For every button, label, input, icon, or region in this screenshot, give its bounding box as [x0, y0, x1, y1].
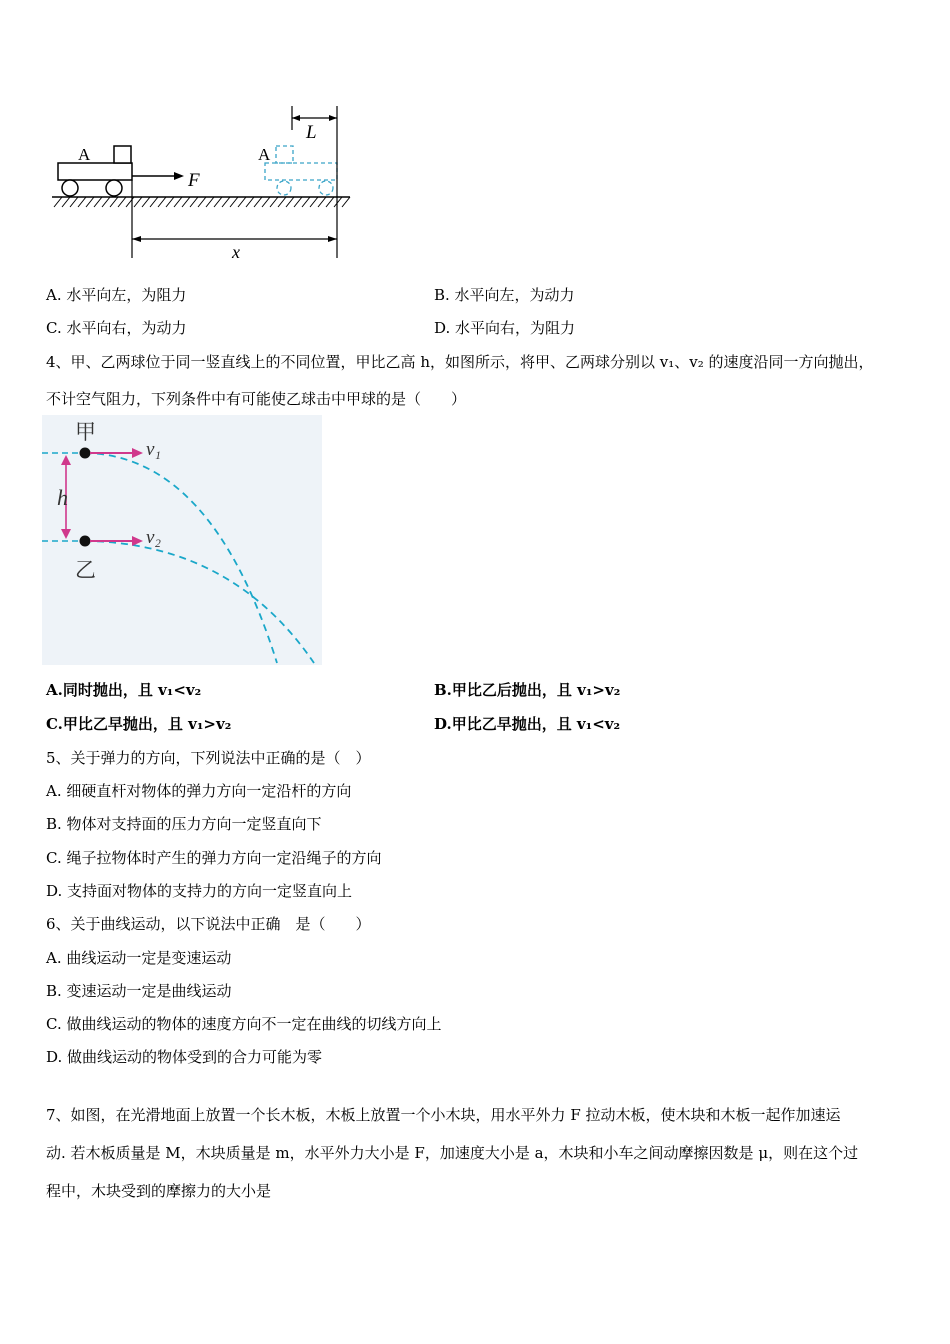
label-block-A: A — [78, 145, 91, 164]
label-block-A-final: A — [258, 145, 271, 164]
q5-option-b: B. 物体对支持面的压力方向一定竖直向下 — [46, 815, 322, 833]
q6-option-c: C. 做曲线运动的物体的速度方向不一定在曲线的切线方向上 — [46, 1015, 442, 1033]
q5-stem: 5、关于弹力的方向，下列说法中正确的是（ ） — [46, 749, 371, 767]
q5-option-a: A. 细硬直杆对物体的弹力方向一定沿杆的方向 — [46, 782, 352, 800]
label-yi: 乙 — [75, 558, 96, 582]
q5-option-c: C. 绳子拉物体时产生的弹力方向一定沿绳子的方向 — [46, 849, 382, 867]
ground-hatch — [54, 197, 350, 207]
q3-option-c: C. 水平向右，为动力 — [46, 319, 187, 337]
label-jia: 甲 — [75, 420, 96, 444]
q3-option-b: B. 水平向左，为动力 — [434, 286, 575, 304]
cart-diagram — [40, 100, 370, 265]
q5-option-d: D. 支持面对物体的支持力的方向一定竖直向上 — [46, 882, 353, 900]
label-v2: v₂ — [146, 527, 162, 548]
q4-option-d: D.甲比乙早抛出，且 v₁<v₂ — [434, 715, 621, 733]
q7-stem-line2: 动. 若木板质量是 M，木块质量是 m，水平外力大小是 F，加速度大小是 a，木块和小车之间动摩擦因数是 μ，则在这个过 — [46, 1144, 859, 1162]
q4-stem-line1: 4、甲、乙两球位于同一竖直线上的不同位置，甲比乙高 h，如图所示，将甲、乙两球分别以 v₁、v₂ 的速度沿同一方向抛出， — [46, 353, 874, 371]
ball-jia — [80, 448, 91, 459]
cart — [58, 146, 132, 196]
q4-stem-line2: 不计空气阻力，下列条件中有可能使乙球击中甲球的是（ ） — [46, 390, 467, 408]
q3-option-d: D. 水平向右，为阻力 — [434, 319, 576, 337]
q7-stem-line3: 程中，木块受到的摩擦力的大小是 — [46, 1182, 272, 1200]
q7-stem-line1: 7、如图，在光滑地面上放置一个长木板，木板上放置一个小木块，用水平外力 F 拉动木板，使木块和木板一起作加速运 — [46, 1106, 841, 1124]
cart-final-position — [265, 146, 337, 195]
q6-option-b: B. 变速运动一定是曲线运动 — [46, 982, 232, 1000]
label-v1: v₁ — [146, 439, 162, 460]
label-force-F: F — [188, 170, 200, 191]
force-arrowhead — [174, 172, 184, 180]
label-L: L — [306, 122, 317, 143]
projectile-diagram — [42, 415, 322, 665]
q4-option-c: C.甲比乙早抛出，且 v₁>v₂ — [46, 715, 232, 733]
label-x: x — [232, 242, 240, 262]
q6-option-d: D. 做曲线运动的物体受到的合力可能为零 — [46, 1048, 323, 1066]
q6-option-a: A. 曲线运动一定是变速运动 — [46, 949, 232, 967]
q4-option-b: B.甲比乙后抛出，且 v₁>v₂ — [434, 681, 621, 699]
q6-stem: 6、关于曲线运动，以下说法中正确 是（ ） — [46, 915, 371, 933]
q4-option-a: A.同时抛出，且 v₁<v₂ — [46, 681, 202, 699]
label-h: h — [57, 485, 68, 510]
ball-yi — [80, 536, 91, 547]
q3-option-a: A. 水平向左，为阻力 — [46, 286, 187, 304]
